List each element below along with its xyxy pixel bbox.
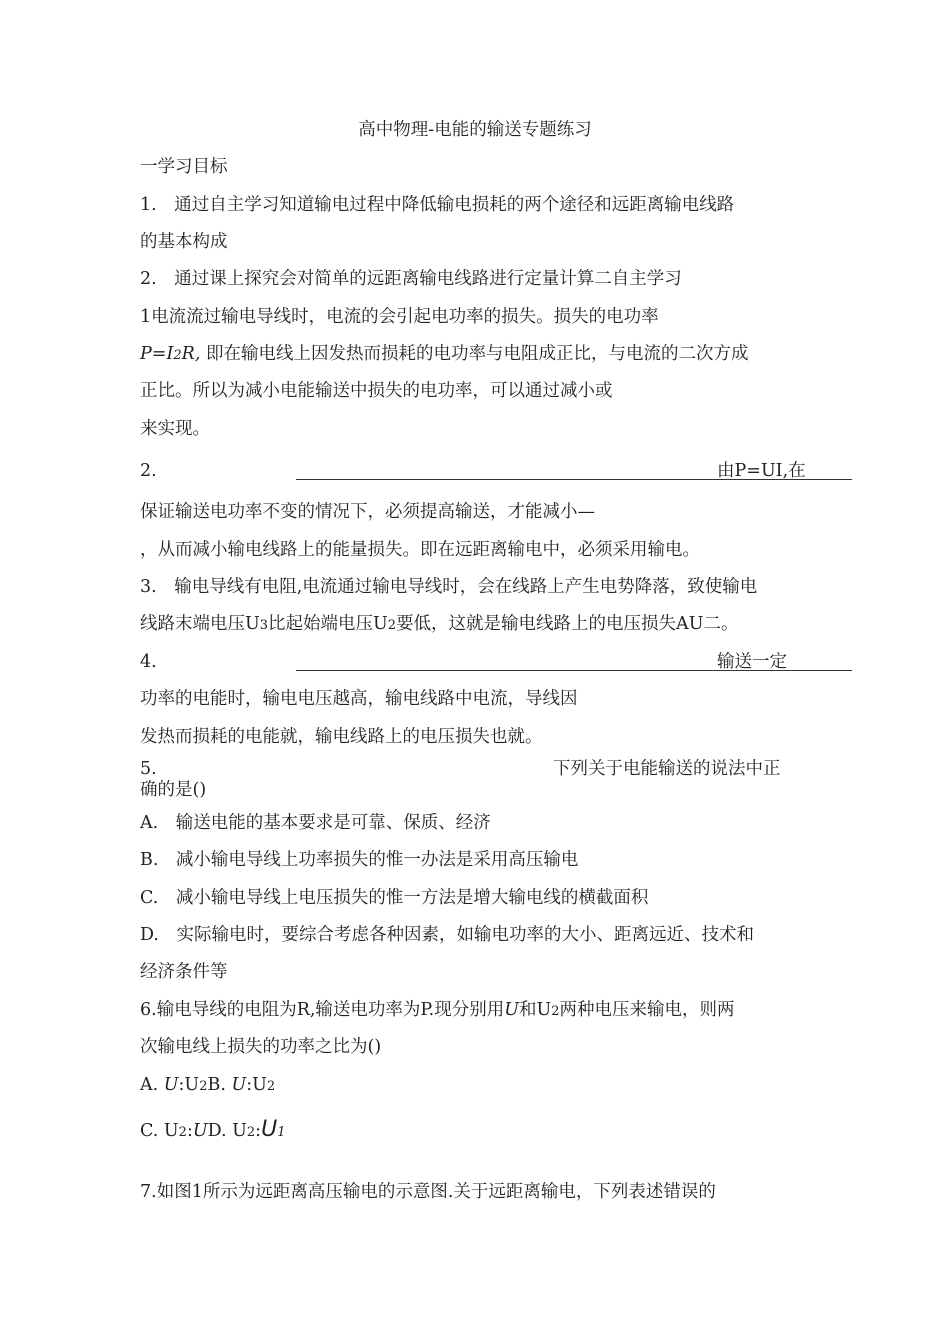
question-3-line-1: 3. 输电导线有电阻,电流通过输电导线时，会在线路上产生电势降落，致使输电 xyxy=(140,577,758,597)
page-title: 高中物理-电能的输送专题练习 xyxy=(358,120,592,140)
goal-2: 2. 通过课上探究会对简单的远距离输电线路进行定量计算二自主学习 xyxy=(140,269,682,289)
question-1-line-3: 正比。所以为减小电能输送中损失的电功率，可以通过减小或 xyxy=(140,381,613,401)
question-5-line-2: 确的是() xyxy=(140,780,207,800)
option-c: C. 减小输电导线上电压损失的惟一方法是增大输电线的横截面积 xyxy=(140,888,649,908)
goal-1-line-1: 1. 通过自主学习知道输电过程中降低输电损耗的两个途径和远距离输电线路 xyxy=(140,195,735,215)
option-a: A. 输送电能的基本要求是可靠、保质、经济 xyxy=(140,813,491,833)
option-d-line-1: D. 实际输电时，要综合考虑各种因素，如输电功率的大小、距离远近、技术和 xyxy=(140,925,754,945)
question-1-line-2: P=I2R, 即在输电线上因发热而损耗的电功率与电阻成正比，与电流的二次方成 xyxy=(140,344,749,364)
question-5-line-1: 5. 下列关于电能输送的说法中正 xyxy=(140,759,781,779)
question-2-line-3: ，从而减小输电线路上的能量损失。即在远距离输电中，必须采用输电。 xyxy=(140,540,700,560)
question-3-line-2: 线路末端电压U3比起始端电压U2要低，这就是输电线路上的电压损失AU二。 xyxy=(140,614,739,634)
question-6-line-2: 次输电线上损失的功率之比为() xyxy=(140,1037,382,1057)
option-b: B. 减小输电导线上功率损失的惟一办法是采用高压输电 xyxy=(140,850,579,870)
question-2-line-1: 2. 由P=UI,在 xyxy=(140,459,820,485)
question-2-line-2: 保证输送电功率不变的情况下，必须提高输送，才能减小— xyxy=(140,502,595,522)
question-4-line-3: 发热而损耗的电能就，输电线路上的电压损失也就。 xyxy=(140,727,543,747)
formula-power-loss: P=I2R, xyxy=(140,344,201,364)
question-7-line-1: 7.如图1所示为远距离高压输电的示意图.关于远距离输电，下列表述错误的 xyxy=(140,1182,716,1202)
question-1-line-4: 来实现。 xyxy=(140,419,210,439)
question-4-line-1: 4. 输送一定 xyxy=(140,650,820,676)
question-4-line-2: 功率的电能时，输电电压越高，输电线路中电流，导线因 xyxy=(140,689,578,709)
section-heading: 一学习目标 xyxy=(140,157,228,177)
option-d-line-2: 经济条件等 xyxy=(140,962,228,982)
goal-1-line-2: 的基本构成 xyxy=(140,232,228,252)
question-6-line-1: 6.输电导线的电阻为R,输送电功率为P.现分别用U和U2两种电压来输电，则两 xyxy=(140,1000,735,1020)
question-6-options-cd: C. U2:UD. U2:U1 xyxy=(140,1117,286,1142)
question-1-line-1: 1电流流过输电导线时，电流的会引起电功率的损失。损失的电功率 xyxy=(140,307,659,327)
question-6-options-ab: A. U:U2B. U:U2 xyxy=(140,1075,276,1095)
